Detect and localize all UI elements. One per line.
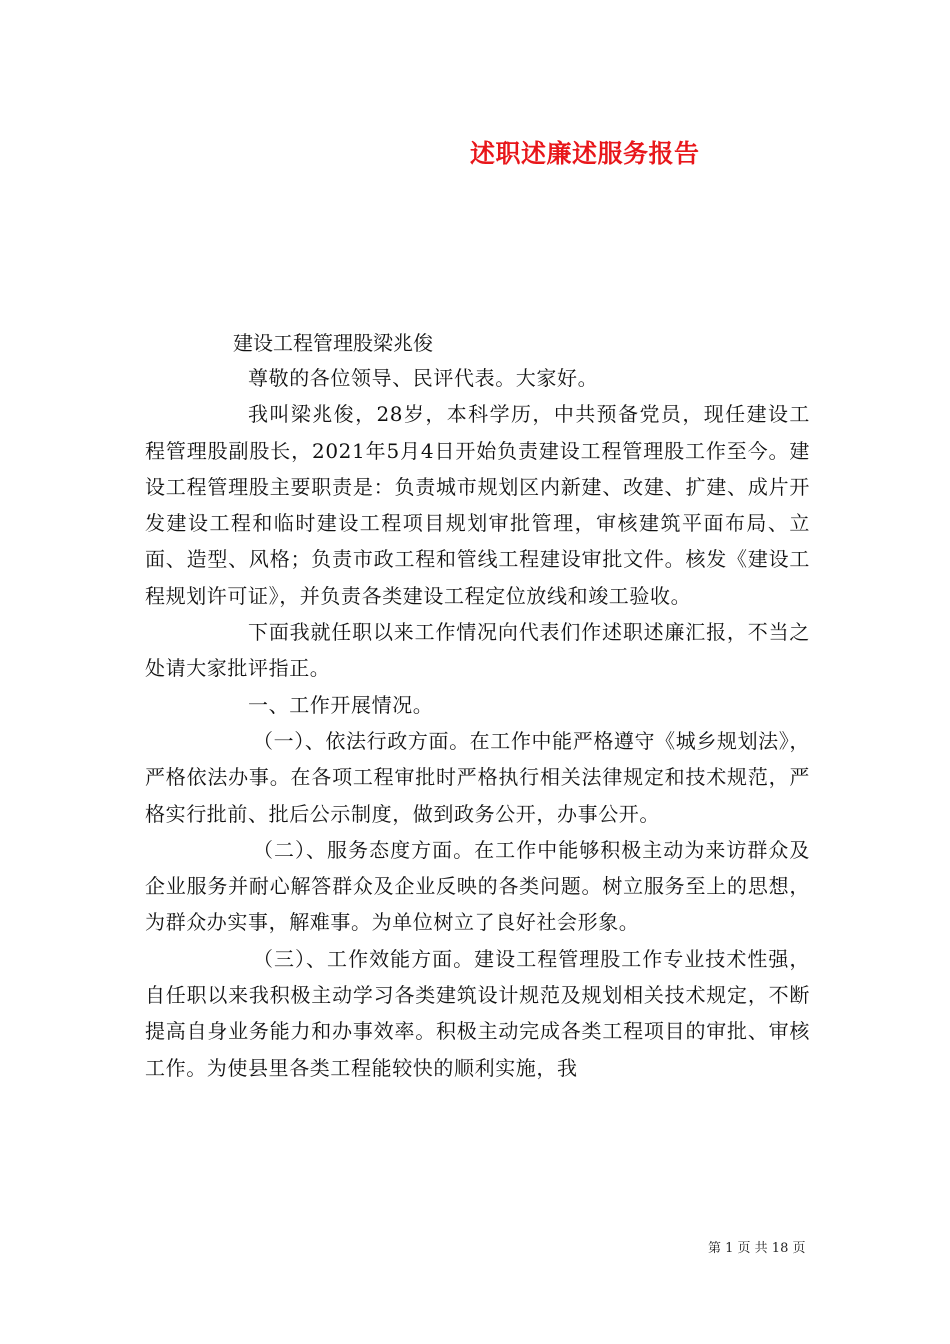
author-line: 建设工程管理股梁兆俊 xyxy=(233,331,433,355)
paragraph-intro: 我叫梁兆俊，28岁，本科学历，中共预备党员，现任建设工程管理股副股长，2021年5月4日开始负责建设工程管理股工作至今。建设工程管理股主要职责是：负责城市规划区内新建、改建、扩建、成片开发建设工程和临时建设工程项目规划审批管理，审核建筑平面布局、立面、造型、风格；负责市政工程和管线工程建设审批文件。核发《建设工程规划许可证》，并负责各类建设工程定位放线和竣工验收。 xyxy=(145,402,810,608)
paragraph-work-efficiency: （三）、工作效能方面。建设工程管理股工作专业技术性强，自任职以来我积极主动学习各类建筑设计规范及规划相关技术规定，不断提高自身业务能力和办事效率。积极主动完成各类工程项目的审批、审核工作。为使县里各类工程能较快的顺利实施，我 xyxy=(145,946,810,1080)
paragraph-law-admin: （一）、依法行政方面。在工作中能严格遵守《城乡规划法》，严格依法办事。在各项工程审批时严格执行相关法律规定和技术规范，严格实行批前、批后公示制度，做到政务公开，办事公开。 xyxy=(145,728,810,826)
paragraph-service-attitude: （二）、服务态度方面。在工作中能够积极主动为来访群众及企业服务并耐心解答群众及企业反映的各类问题。树立服务至上的思想，为群众办实事，解难事。为单位树立了良好社会形象。 xyxy=(145,837,810,935)
paragraph-report-note: 下面我就任职以来工作情况向代表们作述职述廉汇报，不当之处请大家批评指正。 xyxy=(145,620,810,681)
page-number-footer: 第 1 页 共 18 页 xyxy=(708,1241,806,1256)
document-title: 述职述廉述服务报告 xyxy=(470,139,700,168)
document-body xyxy=(145,360,810,1086)
section-heading-work: 一、工作开展情况。 xyxy=(248,692,434,717)
greeting-paragraph: 尊敬的各位领导、民评代表。大家好。 xyxy=(248,366,599,390)
